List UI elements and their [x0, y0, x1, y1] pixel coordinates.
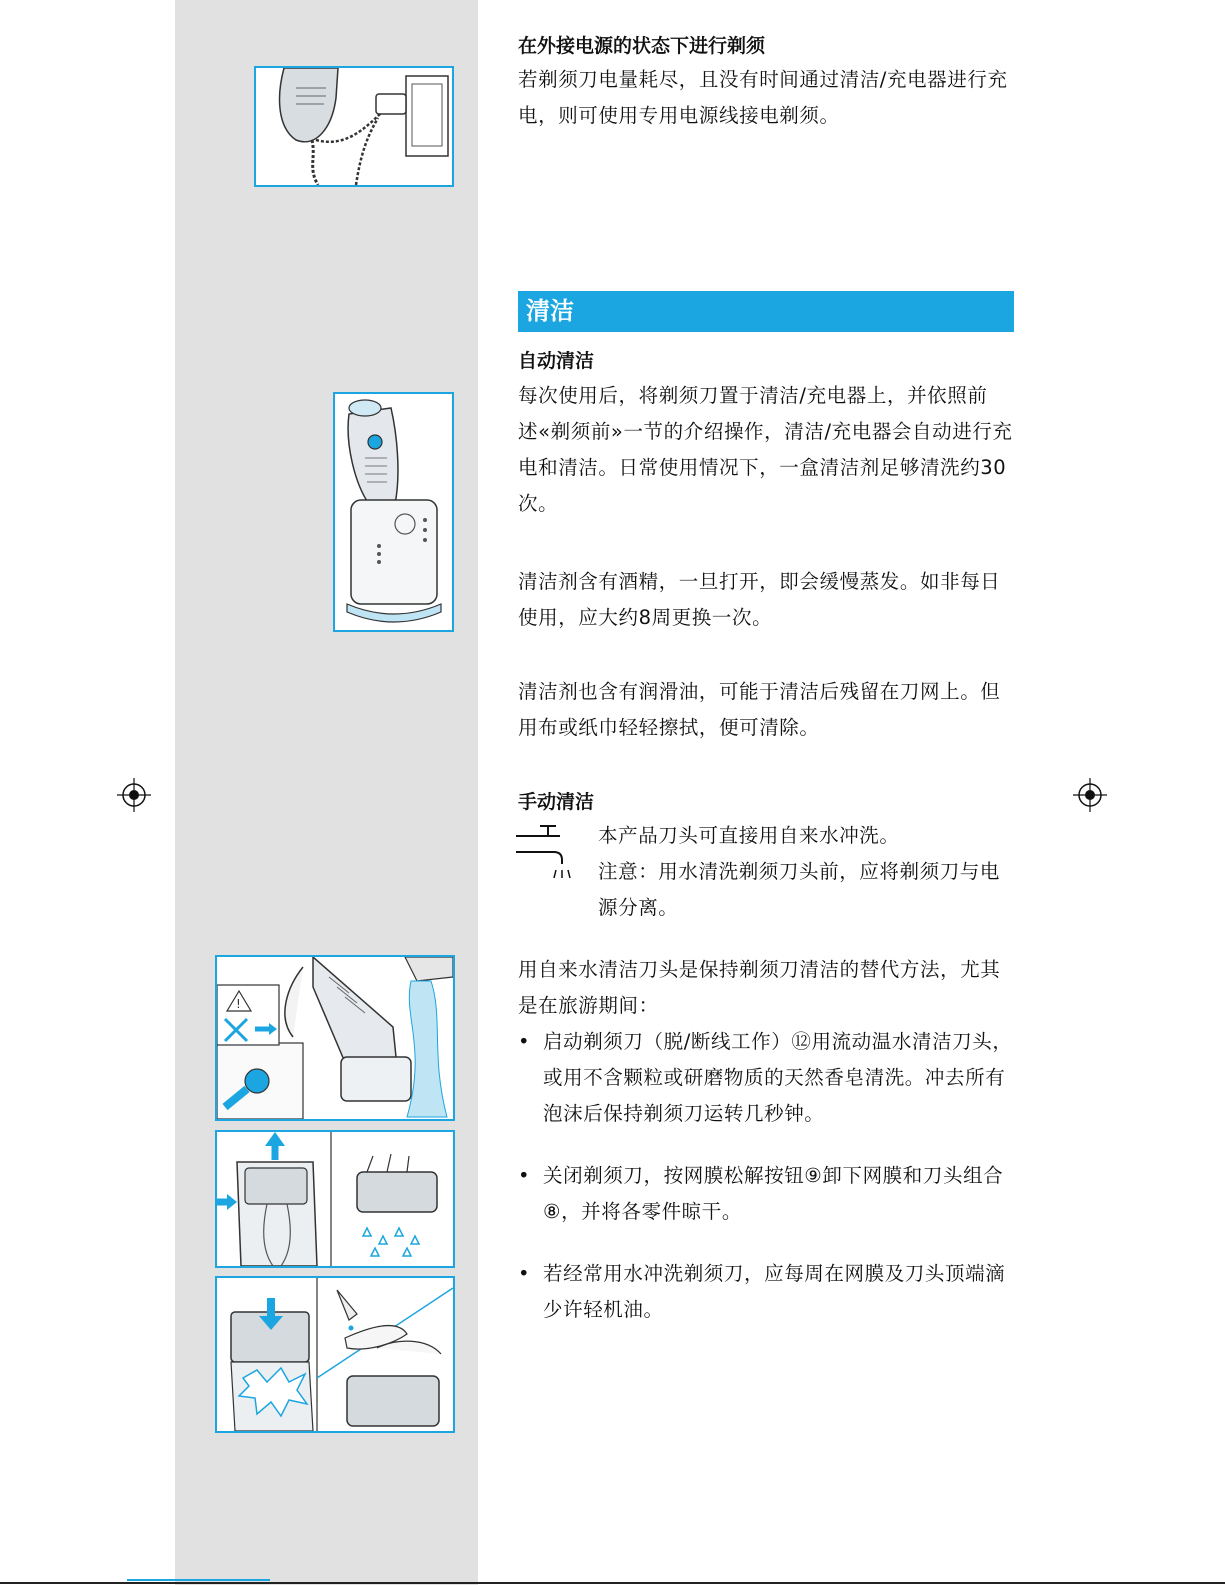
- figure-power-cord: [254, 66, 454, 187]
- figure-oiling: [215, 1276, 455, 1433]
- external-power-heading: 在外接电源的状态下进行剃须: [518, 35, 766, 57]
- bullet-text: 启动剃须刀（脱/断线工作）⑫用流动温水清洁刀头，或用不含颗粒或研磨物质的天然香皂清洗。冲去所有泡沫后保持剃须刀运转几秒钟。: [543, 1030, 1013, 1125]
- manual-clean-note-1: 本产品刀头可直接用自来水冲洗。: [598, 824, 900, 847]
- registration-mark-right-icon: [1073, 778, 1107, 816]
- list-item: [518, 1256, 1014, 1328]
- list-item: [518, 1158, 1014, 1230]
- figure-remove-foil: [215, 1130, 455, 1268]
- manual-clean-heading: 手动清洁: [518, 791, 595, 813]
- auto-clean-paragraph-1: 每次使用后，将剃须刀置于清洁/充电器上，并依照前述«剃须前»一节的介绍操作，清洁/充电器会自动进行充电和清洁。日常使用情况下，一盒清洁剂足够清洗约30次。: [518, 384, 1013, 515]
- figure-rinse-tap: [215, 955, 455, 1121]
- section-title-bar: 清洁: [518, 291, 1014, 332]
- page-bottom-rule: [0, 1582, 1225, 1584]
- list-item: [518, 1024, 1014, 1132]
- bullet-dot: •: [518, 1030, 531, 1053]
- bullet-dot: •: [518, 1262, 531, 1285]
- svg-text:!: !: [236, 997, 241, 1011]
- auto-clean-heading: 自动清洁: [518, 350, 595, 372]
- registration-mark-left-icon: [117, 778, 151, 816]
- bullet-text: 若经常用水冲洗剃须刀，应每周在网膜及刀头顶端滴少许轻机油。: [543, 1262, 1006, 1321]
- figure-clean-station: [333, 392, 454, 632]
- auto-clean-paragraph-3: 清洁剂也含有润滑油，可能于清洁后残留在刀网上。但用布或纸巾轻轻擦拭，便可清除。: [518, 680, 1001, 739]
- manual-clean-paragraph: 用自来水清洁刀头是保持剃须刀清洁的替代方法，尤其是在旅游期间：: [518, 958, 1001, 1017]
- auto-clean-paragraph-2: 清洁剂含有酒精，一旦打开，即会缓慢蒸发。如非每日使用，应大约8周更换一次。: [518, 570, 1001, 629]
- external-power-paragraph: 若剃须刀电量耗尽，且没有时间通过清洁/充电器进行充电，则可使用专用电源线接电剃须。: [518, 68, 1008, 127]
- bullet-dot: •: [518, 1164, 531, 1187]
- manual-clean-note-2: 注意：用水清洗剃须刀头前，应将剃须刀与电源分离。: [598, 860, 1001, 919]
- page-bottom-accent: [127, 1579, 270, 1581]
- tap-water-icon: [516, 824, 580, 884]
- bullet-text: 关闭剃须刀，按网膜松解按钮⑨卸下网膜和刀头组合⑧，并将各零件晾干。: [543, 1164, 1004, 1223]
